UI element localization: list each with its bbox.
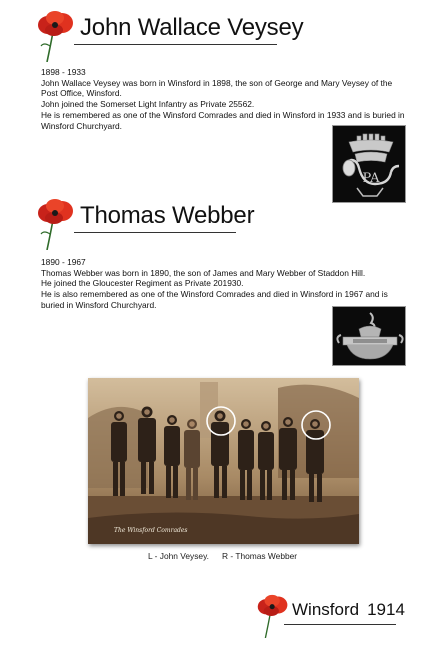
group-photograph	[88, 378, 359, 544]
svg-text:PA: PA	[362, 171, 380, 186]
somerset-light-infantry-cap-badge-icon	[332, 125, 406, 203]
person-bio	[41, 257, 409, 311]
person-bio	[41, 67, 409, 131]
photo-inscription: The Winsford Comrades	[114, 527, 188, 534]
bio-paragraph: John Wallace Veysey was born in Winsford in 1898, the son of George and Mary Veysey of the Post Office, Winsford.	[41, 77, 393, 99]
name-underline	[74, 232, 236, 233]
poppy-icon	[36, 198, 76, 250]
bio-paragraph: Thomas Webber was born in 1890, the son of James and Mary Webber of Staddon Hill.	[41, 267, 366, 278]
footer-title	[292, 600, 405, 620]
gloucester-regiment-cap-badge-icon	[332, 306, 406, 366]
poppy-icon	[36, 10, 76, 62]
life-dates: 1890 - 1967	[41, 257, 86, 267]
person-name: John Wallace Veysey	[80, 14, 304, 41]
footer-underline	[284, 624, 396, 625]
footer-place: Winsford	[292, 600, 360, 619]
bio-paragraph: John joined the Somerset Light Infantry as Private 25562.	[41, 99, 255, 110]
photo-caption-right: R - Thomas Webber	[222, 551, 298, 561]
life-dates: 1898 - 1933	[41, 67, 86, 77]
bio-paragraph: He is remembered as one of the Winsford Comrades and died in Winsford in 1933 and is buried in Winsford Churchyard.	[41, 109, 405, 131]
name-underline	[74, 44, 277, 45]
person-name: Thomas Webber	[80, 202, 255, 229]
poppy-icon	[256, 594, 290, 638]
photo-caption-left: L - John Veysey.	[148, 551, 209, 561]
footer-year: 1914	[367, 600, 405, 619]
bio-paragraph: He joined the Gloucester Regiment as Private 201930.	[41, 278, 244, 289]
bio-paragraph: He is also remembered as one of the Winsford Comrades and died in Winsford in 1967 and is buried in Winsford Churchyard.	[41, 289, 388, 310]
